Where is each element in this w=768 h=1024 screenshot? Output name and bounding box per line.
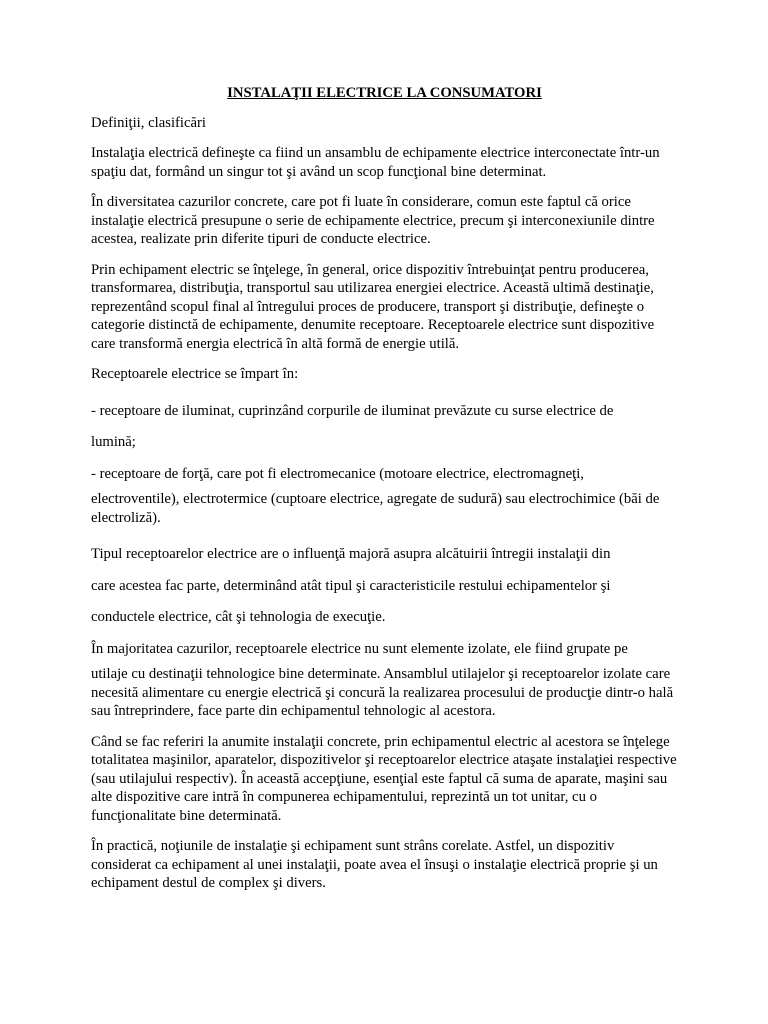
paragraph-line: Tipul receptoarelor electrice are o influenţă majoră asupra alcătuirii întregii instalaţii din <box>91 546 611 562</box>
document-page <box>91 84 678 905</box>
document-title: INSTALAŢII ELECTRICE LA CONSUMATORI <box>227 85 542 101</box>
list-item-continuation: lumină; <box>91 434 136 450</box>
paragraph: utilaje cu destinaţii tehnologice bine determinate. Ansamblul utilajelor şi receptoarelor izolate care necesită alimentare cu energie electrică şi concură la realizarea procesului de producţie dintr-o hală sau întreprindere, face parte din echipamentul tehnologic al acestora. <box>91 666 674 719</box>
paragraph-line: În majoritatea cazurilor, receptoarele electrice nu sunt elemente izolate, ele fiind grupate pe <box>91 640 628 657</box>
paragraph-line: conductele electrice, cât şi tehnologia de execuţie. <box>91 609 386 625</box>
list-item-continuation: electroventile), electrotermice (cuptoare electrice, agregate de sudură) sau electrochimice (băi de electroliză). <box>91 491 660 526</box>
paragraph-line: care acestea fac parte, determinând atât tipul şi caracteristicile restului echipamentelor şi <box>91 577 611 594</box>
list-item: - receptoare de iluminat, cuprinzând corpurile de iluminat prevăzute cu surse electrice de <box>91 402 614 419</box>
paragraph: Când se fac referiri la anumite instalaţii concrete, prin echipamentul electric al acestora se înţelege totalitatea maşinilor, aparatelor, dispozitivelor şi receptoarelor electrice ataşate instalaţiei respective (sau utilajului respectiv). În această accepţiune, esenţial este faptul că suma de aparate, maşini sau alte dispozitive care intră în compunerea echipamentului, reprezintă un tot unitar, cu o funcţionalitate bine determinată. <box>91 733 677 824</box>
paragraph: În diversitatea cazurilor concrete, care pot fi luate în considerare, comun este faptul că orice instalaţie electrică presupune o serie de echipamente electrice, precum şi interconexiunile dintre acestea, realizate prin diferite tipuri de conducte electrice. <box>91 194 655 247</box>
section-heading: Definiţii, clasificări <box>91 114 207 131</box>
paragraph: În practică, noţiunile de instalaţie şi echipament sunt strâns corelate. Astfel, un dispozitiv considerat ca echipament al unei instalaţii, poate avea el însuşi o instalaţie electrică proprie şi un echipament destul de complex şi divers. <box>91 838 658 891</box>
paragraph: Instalaţia electrică defineşte ca fiind un ansamblu de echipamente electrice interconectate într-un spaţiu dat, formând un singur tot şi având un scop funcţional bine determinat. <box>91 145 660 180</box>
list-item: - receptoare de forţă, care pot fi electromecanice (motoare electrice, electromagneţi, <box>91 465 584 482</box>
paragraph: Receptoarele electrice se împart în: <box>91 366 299 382</box>
paragraph: Prin echipament electric se înţelege, în general, orice dispozitiv întrebuinţat pentru producerea, transformarea, distribuţia, transportul sau utilizarea energiei electrice. Această ultimă destinaţie, reprezentând scopul final al întregului proces de producere, transport şi distribuţie, defineşte o categorie distinctă de echipamente, denumite receptoare. Receptoarele electrice sunt dispozitive care transformă energia electrică în altă formă de energie utilă. <box>91 261 655 352</box>
